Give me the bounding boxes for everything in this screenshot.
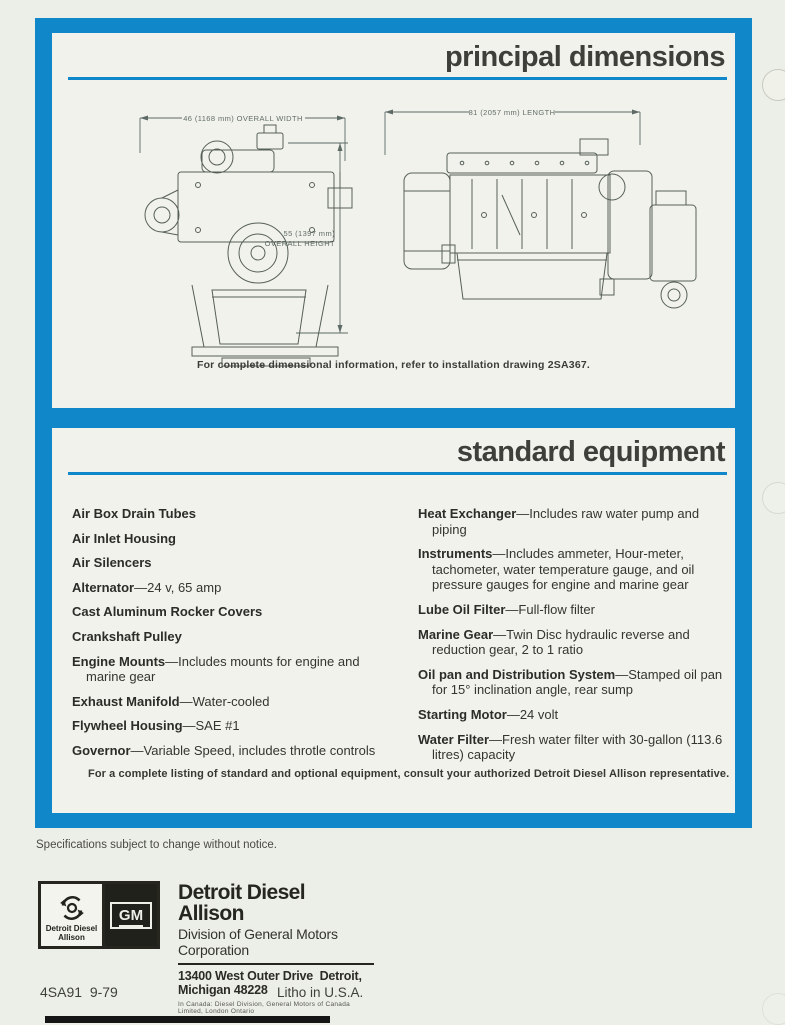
company-name: Detroit Diesel Allison — [178, 881, 305, 925]
address-line: 13400 West Outer Drive Detroit, Michigan 48228 — [178, 969, 365, 997]
equipment-item: Engine Mounts—Includes mounts for engine and marine gear — [72, 653, 360, 685]
standard-equipment-panel — [52, 428, 735, 813]
equipment-column-right — [418, 506, 733, 772]
punch-hole — [762, 69, 785, 101]
equipment-item: Air Inlet Housing — [72, 530, 176, 546]
length-dimension — [385, 108, 640, 155]
equipment-item: Alternator—24 v, 65 amp — [72, 579, 222, 595]
equipment-item: Exhaust Manifold—Water-cooled — [72, 693, 270, 709]
punch-hole — [762, 482, 785, 514]
punch-hole — [762, 993, 785, 1025]
title-underline — [68, 77, 727, 80]
equipment-item: Heat Exchanger—Includes raw water pump and piping — [418, 506, 700, 537]
canada-line: In Canada: Diesel Division, General Motors of Canada Limited, London Ontario — [178, 1001, 351, 1015]
logo-brand-text: Detroit Diesel Allison — [45, 924, 98, 943]
dimension-note: For complete dimensional information, refer to installation drawing 2SA367. — [196, 359, 591, 371]
gm-logo-cell — [105, 884, 157, 946]
specifications-note: Specifications subject to change without notice. — [36, 839, 278, 851]
equipment-item: Cast Aluminum Rocker Covers — [72, 604, 263, 620]
equipment-item: Starting Motor—24 volt — [418, 706, 559, 722]
gm-mark-icon: GM — [110, 902, 152, 929]
engine-side-view-drawing — [404, 139, 696, 308]
equipment-listing-note: For a complete listing of standard and optional equipment, consult your authorized Detroit Diesel Allison representative. — [88, 768, 730, 780]
length-label: 81 (2057 mm) LENGTH — [468, 108, 556, 117]
equipment-item: Air Silencers — [72, 555, 152, 571]
equipment-item: Instruments—Includes ammeter, Hour-meter, tachometer, water temperature gauge, and oil pressure gauges for engine and marine gear — [418, 546, 695, 593]
equipment-item: Flywheel Housing—SAE #1 — [72, 718, 240, 734]
overall-width-dimension — [140, 114, 345, 161]
scan-artifact-bar — [45, 1016, 330, 1023]
address-divider — [178, 963, 374, 965]
detroit-diesel-allison-logo-cell — [41, 884, 105, 946]
detroit-diesel-allison-gm-logo — [38, 881, 160, 949]
equipment-item: Air Box Drain Tubes — [72, 506, 197, 521]
litho-line: Litho in U.S.A. — [277, 985, 364, 1000]
equipment-item: Lube Oil Filter—Full-flow filter — [418, 601, 595, 617]
equipment-item: Oil pan and Distribution System—Stamped oil pan for 15° inclination angle, rear sump — [418, 666, 723, 698]
principal-dimensions-title: principal dimensions — [444, 41, 725, 73]
division-line: Division of General Motors Corporation — [178, 926, 338, 958]
equipment-item: Governor—Variable Speed, includes throtle controls — [72, 742, 376, 758]
equipment-column-left — [72, 506, 377, 768]
overall-width-label: 46 (1168 mm) OVERALL WIDTH — [183, 114, 303, 123]
blue-border-frame — [35, 18, 752, 828]
overall-height-label-line1: 55 (1397 mm) — [283, 229, 335, 238]
standard-equipment-title: standard equipment — [456, 436, 725, 468]
principal-dimensions-panel — [52, 33, 735, 408]
engine-dimension-diagrams — [52, 95, 735, 375]
circular-arrows-icon — [57, 893, 87, 923]
overall-height-label-line2: OVERALL HEIGHT — [264, 239, 335, 248]
form-code: 4SA91 9-79 — [40, 984, 118, 1000]
equipment-item: Water Filter—Fresh water filter with 30-gallon (113.6 litres) capacity — [418, 731, 723, 763]
equipment-item: Crankshaft Pulley — [72, 628, 182, 644]
title-underline — [68, 472, 727, 475]
equipment-item: Marine Gear—Twin Disc hydraulic reverse and reduction gear, 2 to 1 ratio — [418, 626, 690, 658]
